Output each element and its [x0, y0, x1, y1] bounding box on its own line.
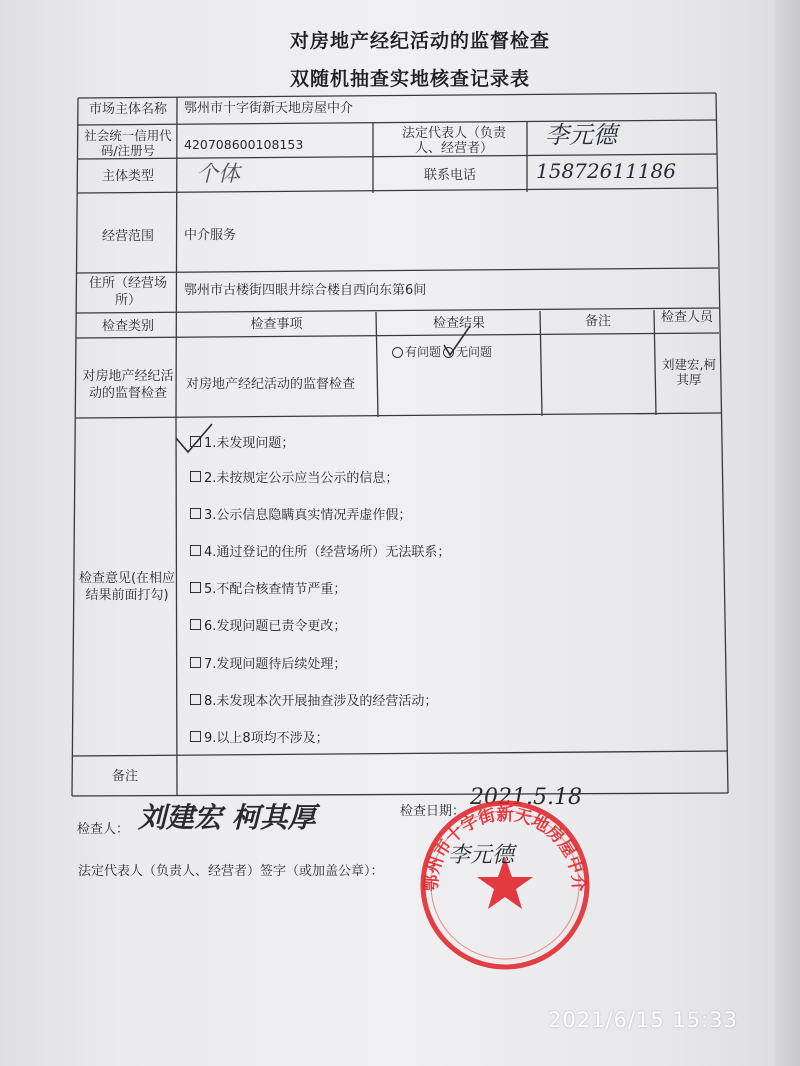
- item-header: 检查事项: [250, 317, 303, 332]
- opinion-option-text: 7.发现问题待后续处理；: [204, 657, 347, 672]
- official-seal: [415, 795, 595, 975]
- opinion-option-text: 2.未按规定公示应当公示的信息；: [204, 471, 399, 486]
- opinion-option-text: 9.以上8项均不涉及；: [204, 731, 329, 746]
- inspector-signature: 刘建宏 柯其厚: [138, 801, 316, 834]
- scope-label: 经营范围: [101, 229, 154, 244]
- address-label: 住所（经营场所）: [88, 276, 167, 308]
- paper-edge: [774, 0, 800, 1066]
- inspector-header: 检查人员: [660, 310, 713, 325]
- photo-timestamp: 2021/6/15 15:33: [548, 1008, 738, 1032]
- address-value: 鄂州市古楼街四眼井综合楼自西向东第6间: [184, 283, 427, 298]
- legal-rep-signature: 李元德: [545, 121, 617, 149]
- market-entity-label: 市场主体名称: [88, 102, 167, 117]
- inspector-label: 检查人：: [77, 822, 130, 837]
- legal-rep-label: 法定代表人（负责人、经营者）: [401, 126, 506, 156]
- phone-value: 15872611186: [536, 159, 676, 183]
- entity-type-label: 主体类型: [101, 169, 154, 184]
- opinion-option-text: 6.发现问题已责令更改；: [204, 619, 347, 634]
- entity-type-value: 个体: [196, 162, 241, 187]
- credit-code-label: 社会统一信用代码/注册号: [84, 128, 172, 158]
- document-title-line2: 双随机抽查实地核查记录表: [289, 68, 530, 90]
- item-value: 对房地产经纪活动的监督检查: [186, 377, 356, 392]
- result-header: 检查结果: [432, 316, 485, 331]
- opt-has-problem: 有问题: [405, 345, 442, 359]
- remark-label: 备注: [111, 769, 138, 784]
- inspectors-value: 刘建宏,柯其厚: [662, 357, 716, 387]
- date-value: 2021.5.18: [470, 785, 582, 810]
- legal-signature: 李元德: [448, 843, 515, 868]
- opinion-option-text: 4.通过登记的住所（经营场所）无法联系；: [204, 545, 451, 560]
- market-entity-value: 鄂州市十字街新天地房屋中介: [184, 101, 354, 116]
- category-header: 检查类别: [101, 319, 154, 334]
- category-value: 对房地产经纪活动的监督检查: [82, 369, 174, 401]
- opinion-option-text: 5.不配合核查情节严重；: [204, 582, 347, 597]
- opinion-option-text: 8.未发现本次开展抽查涉及的经营活动；: [204, 694, 438, 709]
- opt-no-problem: 无问题: [456, 345, 493, 359]
- opinion-option-text: 3.公示信息隐瞒真实情况弄虚作假；: [204, 508, 412, 523]
- opinion-label: 检查意见(在相应结果前面打勾): [78, 571, 176, 603]
- seal-text: 鄂州市十字街新天地房屋中介: [421, 805, 589, 893]
- scope-value: 中介服务: [184, 228, 237, 243]
- credit-code-value: 420708600108153: [184, 137, 304, 152]
- document-title-line1: 对房地产经纪活动的监督检查: [289, 30, 550, 52]
- remark-header: 备注: [584, 314, 611, 329]
- opinion-option-text: 1.未发现问题；: [204, 436, 295, 451]
- date-label: 检查日期：: [400, 804, 466, 819]
- legal-sign-label: 法定代表人（负责人、经营者）签字（或加盖公章）：: [78, 864, 384, 879]
- phone-label: 联系电话: [423, 168, 476, 183]
